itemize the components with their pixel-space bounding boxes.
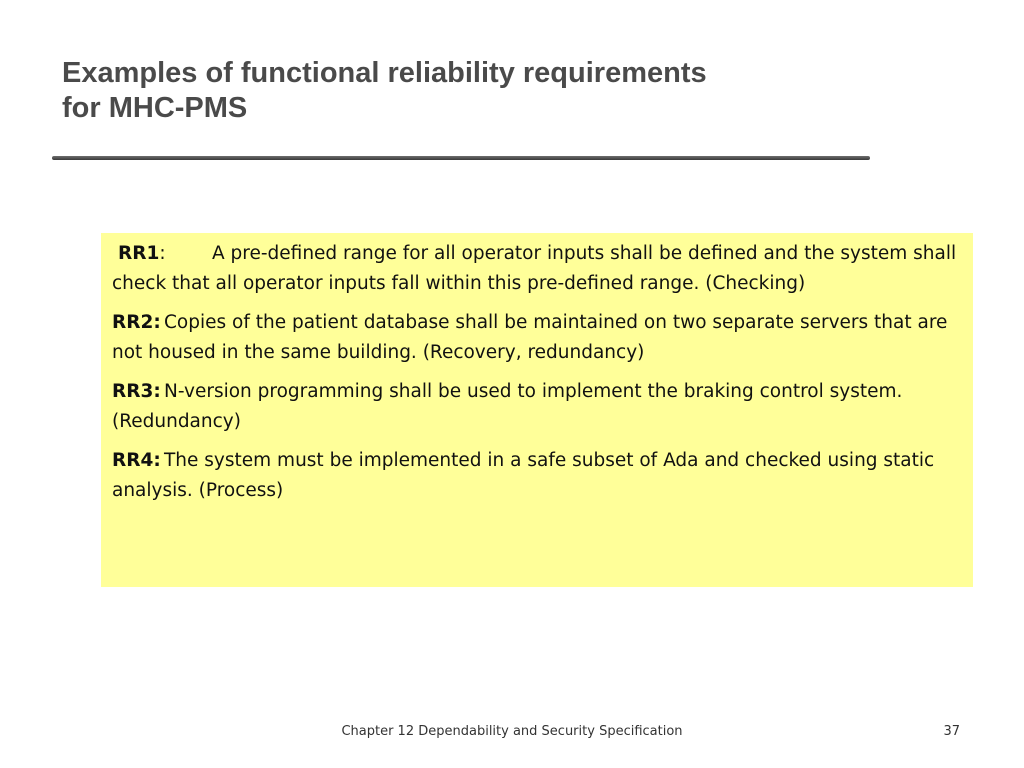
title-divider xyxy=(52,156,870,160)
requirement-rr4 xyxy=(112,446,961,506)
requirement-separator: : xyxy=(159,243,166,264)
requirement-text: The system must be implemented in a safe subset of Ada and checked using static analysis. (Process) xyxy=(112,450,935,501)
slide-title-line-2: for MHC-PMS xyxy=(62,92,248,124)
requirements-box xyxy=(101,233,973,587)
page-number: 37 xyxy=(943,724,960,739)
requirement-code: RR4: xyxy=(112,450,161,471)
requirement-text: A pre-defined range for all operator inputs shall be defined and the system shall check that all operator inputs fall within this pre-defined range. (Checking) xyxy=(112,243,957,294)
requirement-code: RR1 xyxy=(118,243,160,264)
slide-title-line-1: Examples of functional reliability requirements xyxy=(62,57,707,89)
requirement-text: N-version programming shall be used to implement the braking control system. (Redundancy) xyxy=(112,381,903,432)
requirement-code: RR3: xyxy=(112,381,161,402)
requirement-rr1 xyxy=(112,239,961,299)
requirement-rr2 xyxy=(112,308,961,368)
requirement-code: RR2: xyxy=(112,312,161,333)
requirement-rr3 xyxy=(112,377,961,437)
slide-title xyxy=(62,56,882,126)
slide-footer: Chapter 12 Dependability and Security Specification xyxy=(341,724,683,739)
requirement-text: Copies of the patient database shall be maintained on two separate servers that are not housed in the same building. (Recovery, redundancy) xyxy=(112,312,948,363)
